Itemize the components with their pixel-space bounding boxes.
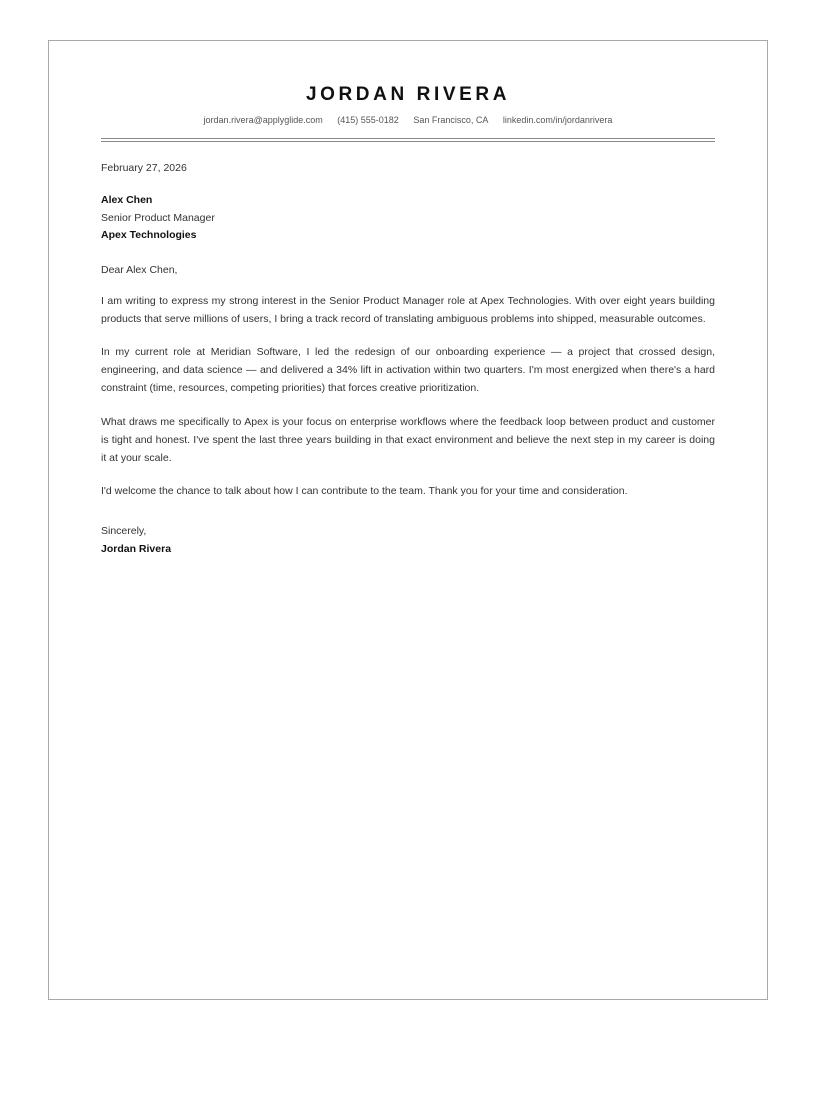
closing-phrase: Sincerely, bbox=[101, 525, 147, 538]
closing-block bbox=[101, 522, 715, 558]
letter-header bbox=[101, 41, 715, 126]
applicant-name: JORDAN RIVERA bbox=[305, 84, 511, 105]
contact-email: jordan.rivera@applyglide.com bbox=[203, 115, 323, 125]
contact-linkedin: linkedin.com/in/jordanrivera bbox=[502, 115, 613, 125]
body-paragraph-2: In my current role at Meridian Software, I led the redesign of our onboarding experience — a project that crossed design, engineering, and data science — and delivered a 34% lift in activation within two quarters. I'm most energized when there's a hard constraint (time, resources, competing priorities) that forces creative prioritization. bbox=[101, 345, 715, 395]
recipient-title: Senior Product Manager bbox=[101, 211, 215, 224]
body-paragraph-1: I am writing to express my strong interest in the Senior Product Manager role at Apex Technologies. With over eight years building products that serve millions of users, I bring a track record of translating ambiguous problems into shipped, measurable outcomes. bbox=[101, 294, 715, 325]
recipient-name: Alex Chen bbox=[101, 194, 153, 206]
contact-location: San Francisco, CA bbox=[413, 115, 489, 125]
contact-phone: (415) 555-0182 bbox=[337, 115, 399, 125]
recipient-company: Apex Technologies bbox=[101, 229, 197, 241]
contact-info bbox=[101, 114, 715, 126]
body-paragraph-3: What draws me specifically to Apex is your focus on enterprise workflows where the feedback loop between product and customer is tight and honest. I've spent the last three years building in that exact environment and believe the next step in my career is doing it at your scale. bbox=[101, 415, 715, 464]
recipient-block bbox=[101, 192, 715, 245]
letter-content bbox=[101, 41, 715, 558]
document-page bbox=[48, 40, 768, 1000]
signature-name: Jordan Rivera bbox=[101, 543, 172, 556]
salutation: Dear Alex Chen, bbox=[101, 263, 178, 276]
body-paragraph-4: I'd welcome the chance to talk about how I can contribute to the team. Thank you for your time and consideration. bbox=[101, 485, 628, 498]
header-divider bbox=[101, 138, 715, 142]
letter-date: February 27, 2026 bbox=[101, 162, 187, 174]
